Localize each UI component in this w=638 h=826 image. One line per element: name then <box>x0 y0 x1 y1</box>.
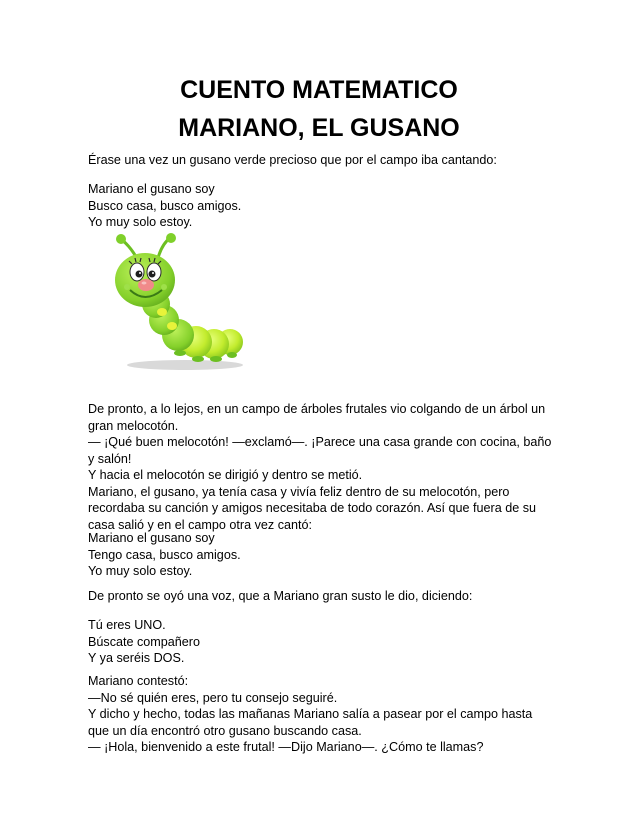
title-line-2: MARIANO, EL GUSANO <box>178 114 460 142</box>
song-1 <box>88 181 558 231</box>
text-line: —No sé quién eres, pero tu consejo seguiré. <box>88 690 338 705</box>
text-line: que un día encontró otro gusano buscando casa. <box>88 723 362 738</box>
text-line: Y hacia el melocotón se dirigió y dentro se metió. <box>88 468 363 482</box>
text-line: De pronto, a lo lejos, en un campo de árboles frutales vio colgando de un árbol un <box>88 402 546 416</box>
text-line: De pronto se oyó una voz, que a Mariano gran susto le dio, diciendo: <box>88 589 473 603</box>
text-line: recordaba su canción y amigos necesitaba de todo corazón. Así que fuera de su <box>88 501 537 515</box>
paragraph-melocoton <box>88 401 558 533</box>
song-2-line: Mariano el gusano soy <box>88 531 215 545</box>
text-line: y salón! <box>88 451 132 466</box>
song-2-line: Tengo casa, busco amigos. <box>88 547 241 562</box>
voice-lines <box>88 617 558 667</box>
text-line: Mariano, el gusano, ya tenía casa y vivía feliz dentro de su melocotón, pero <box>88 484 510 499</box>
text-line: — ¡Hola, bienvenido a este frutal! —Dijo Mariano—. ¿Cómo te llamas? <box>88 740 484 754</box>
text-line: gran melocotón. <box>88 418 179 433</box>
title-line-1: CUENTO MATEMATICO <box>180 76 458 104</box>
song-1-line: Mariano el gusano soy <box>88 182 215 196</box>
voice-line: Y ya seréis DOS. <box>88 651 185 665</box>
song-1-line: Yo muy solo estoy. <box>88 215 193 229</box>
song-1-line: Busco casa, busco amigos. <box>88 198 242 213</box>
paragraph-voz <box>88 588 558 605</box>
text-line: Mariano contestó: <box>88 674 189 688</box>
song-2-line: Yo muy solo estoy. <box>88 564 193 578</box>
intro-text: Érase una vez un gusano verde precioso que por el campo iba cantando: <box>88 153 497 167</box>
text-line: — ¡Qué buen melocotón! —exclamó—. ¡Parece una casa grande con cocina, baño <box>88 435 552 449</box>
song-2 <box>88 530 558 580</box>
caterpillar-image <box>100 232 250 372</box>
voice-line: Búscate compañero <box>88 634 201 649</box>
text-line: Y dicho y hecho, todas las mañanas Mariano salía a pasear por el campo hasta <box>88 707 533 721</box>
voice-line: Tú eres UNO. <box>88 618 166 632</box>
caterpillar-icon <box>100 232 250 372</box>
paragraph-contesto <box>88 673 558 756</box>
text-line: casa salió y en el campo otra vez cantó: <box>88 517 313 532</box>
intro-paragraph <box>88 152 558 169</box>
